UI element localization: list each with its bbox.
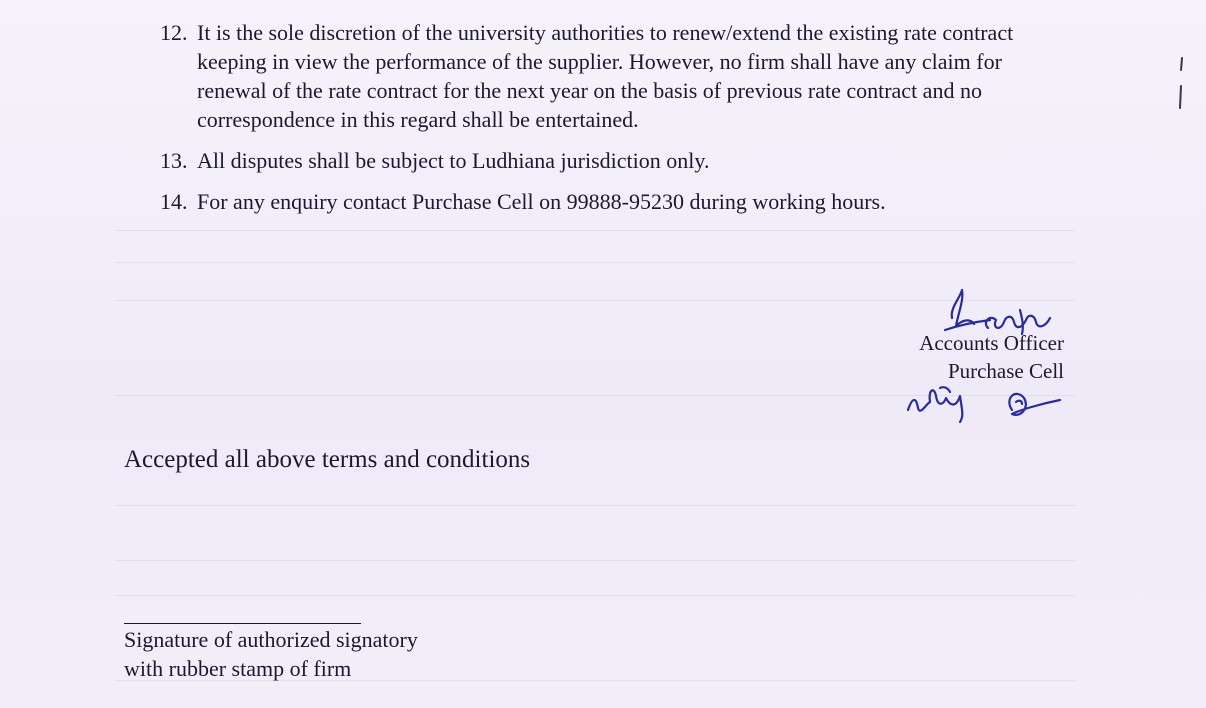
signoff-department: Purchase Cell [947,359,1064,383]
term-text: It is the sole discretion of the university authorities to renew/extend the existing rate contract keeping in view the performance of the supplier. However, no firm shall have any claim for renewal of the rate contract for the next year on the basis of previous rate contract and no correspondence in this regard shall be entertained. [197,20,1014,132]
term-item-13 [160,146,1070,175]
bleed-through-line [115,560,1075,571]
bleed-through-line [115,230,1075,241]
signoff-block [919,329,1064,385]
signature-caption-line2: with rubber stamp of firm [124,656,352,681]
bleed-through-line [115,395,1075,406]
acceptance-statement: Accepted all above terms and conditions [124,446,531,473]
bleed-through-line [115,595,1075,606]
term-number: 14. [160,189,188,214]
term-item-12 [160,18,1070,134]
signature-caption [124,625,418,683]
term-item-14 [160,187,1070,216]
term-text: All disputes shall be subject to Ludhiana jurisdiction only. [197,148,710,173]
signature-line [124,623,361,624]
signoff-title: Accounts Officer [919,331,1064,355]
signature-caption-line1: Signature of authorized signatory [124,627,418,652]
bleed-through-line [115,505,1075,516]
term-number: 12. [160,20,188,45]
bleed-through-line [115,300,1075,311]
term-number: 13. [160,148,188,173]
term-text: For any enquiry contact Purchase Cell on 99888-95230 during working hours. [197,189,886,214]
pen-mark-icon [1174,56,1188,116]
terms-list [160,18,1070,228]
bleed-through-line [115,262,1075,273]
